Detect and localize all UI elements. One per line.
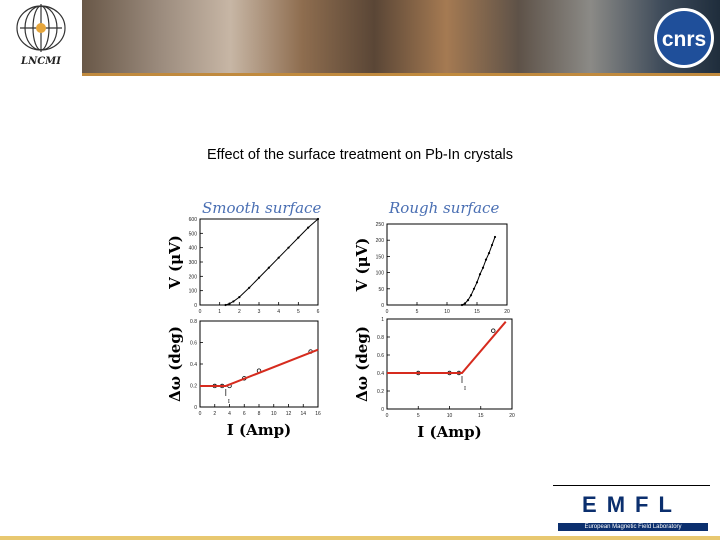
voltage-smooth-data-point [317, 218, 319, 220]
voltage-smooth-x-tick-label: 0 [198, 309, 202, 315]
voltage-smooth-y-tick-label: 300 [188, 260, 197, 266]
phase-rough-y-axis-label: Δω (deg) [353, 326, 371, 402]
emfl-rule [553, 485, 710, 486]
voltage-rough-data-point [482, 267, 484, 269]
emfl-logo-text: EMFL [582, 492, 682, 517]
slide-title: Effect of the surface treatment on Pb-In crystals [207, 147, 513, 163]
phase-rough-y-tick-label: 0 [381, 407, 384, 413]
voltage-smooth-y-tick-label: 400 [188, 245, 197, 252]
voltage-rough-data-line [462, 237, 495, 305]
phase-rough-y-tick-label: 0.4 [377, 371, 384, 377]
phase-rough-y-tick-label: 0.2 [377, 389, 384, 395]
voltage-rough-data-point [467, 299, 469, 301]
voltage-smooth-y-tick-label: 0 [194, 303, 197, 309]
emfl-subtitle: European Magnetic Field Laboratory [558, 523, 708, 531]
phase-smooth-y-tick-label: 0 [194, 405, 197, 411]
voltage-smooth-y-tick-label: 600 [188, 217, 197, 223]
voltage-smooth-data-point [297, 237, 299, 239]
voltage-rough-data-point [464, 302, 466, 304]
voltage-rough-data-point [491, 244, 493, 246]
voltage-smooth-data-point [238, 296, 240, 298]
voltage-rough-plot-frame [387, 224, 507, 305]
voltage-rough-data-point [473, 288, 475, 290]
voltage-rough-x-tick-label: 10 [444, 309, 450, 315]
phase-smooth-y-axis-label: Δω (deg) [166, 326, 184, 402]
phase-smooth-x-tick-label: 4 [228, 411, 231, 417]
phase-rough-x-tick-label: 5 [416, 413, 420, 419]
voltage-rough-data-point [470, 294, 472, 296]
voltage-rough-y-tick-label: 250 [375, 222, 384, 228]
voltage-rough-y-tick-label: 150 [375, 254, 384, 261]
phase-smooth-x-tick-label: 0 [198, 411, 202, 417]
phase-rough-y-tick-label: 0.8 [377, 335, 384, 341]
voltage-rough-x-tick-label: 0 [385, 309, 389, 315]
voltage-rough-data-point [494, 236, 496, 238]
phase-rough-x-tick-label: 10 [446, 413, 453, 419]
phase-rough-x-tick-label: 0 [385, 413, 389, 419]
voltage-rough-data-point [476, 281, 478, 283]
phase-smooth-chart [166, 319, 321, 439]
voltage-smooth-data-point [278, 257, 280, 259]
voltage-rough-data-point [485, 259, 487, 261]
voltage-rough-y-tick-label: 0 [381, 303, 384, 309]
phase-rough-data-point [491, 329, 495, 333]
bottom-rule [0, 536, 720, 540]
voltage-rough-x-tick-label: 15 [474, 309, 480, 315]
voltage-smooth-y-axis-label: V (μV) [166, 235, 184, 289]
phase-rough-annotation-label: I [464, 386, 466, 392]
voltage-rough-x-tick-label: 5 [415, 309, 419, 315]
voltage-rough-y-tick-label: 50 [378, 286, 384, 293]
phase-smooth-annotation-label: I [227, 398, 230, 405]
smooth-surface-title: Smooth surface [202, 199, 322, 217]
voltage-rough-x-tick-label: 20 [504, 309, 510, 315]
voltage-smooth-y-tick-label: 500 [188, 231, 197, 238]
voltage-rough-y-axis-label: V (μV) [353, 237, 371, 292]
phase-rough-fit-line [387, 322, 506, 373]
voltage-rough-y-tick-label: 200 [375, 238, 384, 245]
voltage-smooth-data-point [268, 267, 270, 269]
phase-smooth-x-tick-label: 12 [285, 411, 292, 417]
phase-smooth-y-tick-label: 0.8 [190, 319, 197, 325]
phase-rough-y-tick-label: 0.6 [377, 353, 384, 359]
voltage-smooth-chart [166, 217, 320, 315]
phase-smooth-x-tick-label: 16 [315, 411, 321, 417]
voltage-smooth-x-tick-label: 3 [257, 309, 261, 315]
phase-smooth-fit-line [200, 350, 318, 386]
phase-smooth-x-tick-label: 10 [270, 411, 277, 417]
voltage-smooth-y-tick-label: 200 [188, 274, 197, 281]
voltage-smooth-data-point [228, 302, 230, 304]
voltage-smooth-x-tick-label: 6 [316, 309, 320, 315]
phase-smooth-x-tick-label: 2 [213, 411, 217, 417]
voltage-smooth-data-line [226, 219, 318, 305]
voltage-smooth-x-tick-label: 2 [237, 309, 241, 315]
voltage-smooth-plot-frame [200, 219, 318, 305]
voltage-rough-y-tick-label: 100 [375, 270, 384, 277]
phase-smooth-x-axis-label: I (Amp) [226, 421, 292, 439]
voltage-smooth-data-point [224, 304, 226, 306]
voltage-rough-data-point [488, 252, 490, 254]
voltage-rough-data-point [461, 304, 463, 306]
phase-smooth-y-tick-label: 0.6 [190, 340, 197, 347]
voltage-rough-chart [353, 222, 510, 315]
emfl-logo [557, 490, 707, 522]
voltage-smooth-x-tick-label: 5 [296, 309, 300, 315]
voltage-smooth-x-tick-label: 1 [218, 309, 222, 315]
voltage-smooth-data-point [287, 247, 289, 249]
lncmi-logo-text: LNCMI [21, 56, 61, 67]
phase-rough-x-tick-label: 15 [477, 413, 484, 419]
phase-rough-x-tick-label: 20 [509, 413, 515, 419]
phase-smooth-x-tick-label: 6 [242, 411, 246, 417]
voltage-smooth-x-tick-label: 4 [277, 309, 281, 315]
cnrs-logo-text: cnrs [661, 28, 707, 51]
phase-smooth-x-tick-label: 8 [257, 411, 261, 417]
phase-smooth-plot-frame [200, 321, 318, 407]
voltage-rough-data-point [479, 273, 481, 275]
voltage-smooth-data-point [248, 287, 250, 289]
rough-surface-title: Rough surface [389, 199, 500, 217]
phase-rough-chart [353, 317, 515, 441]
phase-smooth-x-tick-label: 14 [300, 411, 307, 417]
voltage-smooth-data-point [307, 227, 309, 229]
phase-smooth-y-tick-label: 0.2 [190, 383, 197, 390]
phase-rough-x-axis-label: I (Amp) [417, 423, 482, 441]
voltage-smooth-data-point [258, 277, 260, 279]
voltage-smooth-y-tick-label: 100 [188, 288, 197, 295]
phase-rough-y-tick-label: 1 [381, 317, 384, 323]
phase-smooth-y-tick-label: 0.4 [190, 362, 197, 368]
voltage-smooth-data-point [232, 300, 234, 302]
